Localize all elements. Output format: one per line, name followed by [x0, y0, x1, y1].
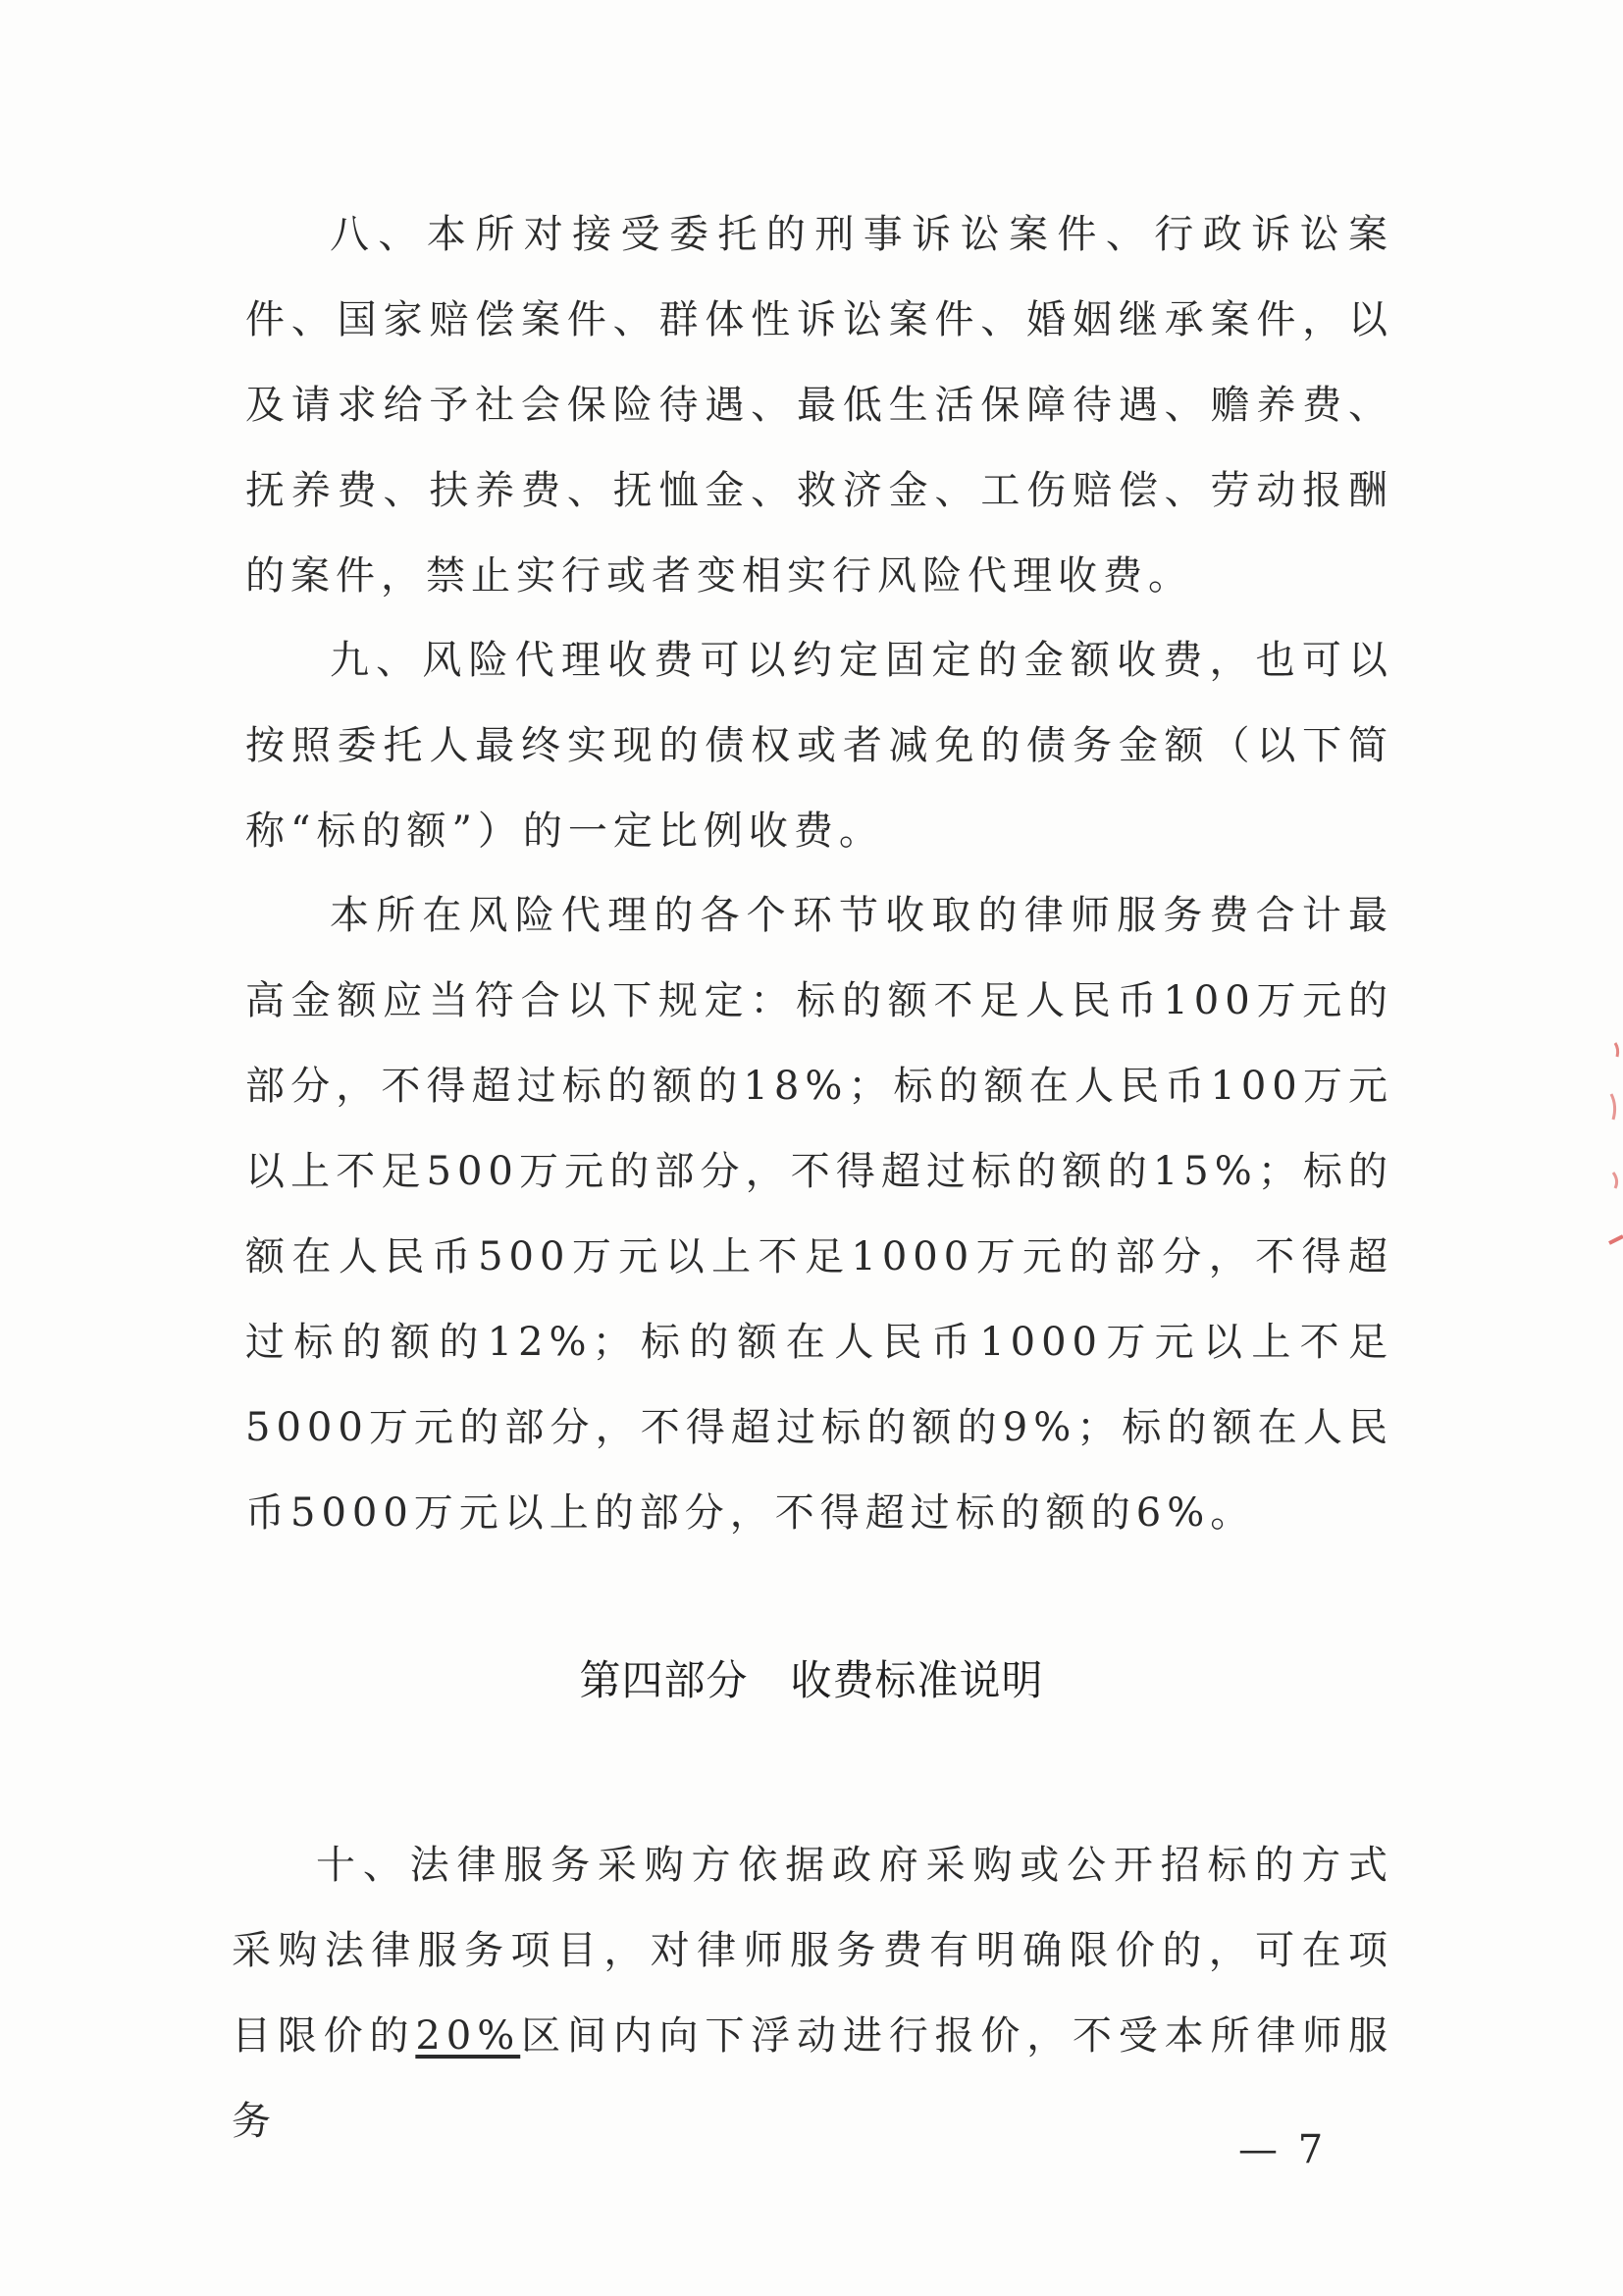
paragraph-8: 八、本所对接受委托的刑事诉讼案件、行政诉讼案件、国家赔偿案件、群体性诉讼案件、婚姻继承案件，以及请求给予社会保险待遇、最低生活保障待遇、赡养费、抚养费、扶养费、抚恤金、救济金、工伤赔偿、劳动报酬的案件，禁止实行或者变相实行风险代理收费。 [245, 212, 1393, 599]
clause-9 [245, 618, 1393, 874]
page-number: — 7 [1238, 2127, 1328, 2172]
paragraph-10 [232, 1823, 1393, 2165]
seal-edge-icon [1594, 1035, 1623, 1330]
paragraph-9: 九、风险代理收费可以约定固定的金额收费，也可以按照委托人最终实现的债权或者减免的债务金额（以下简称“标的额”）的一定比例收费。 [245, 638, 1393, 854]
paragraph-10-before: 十、法律服务采购方依据政府采购或公开招标的方式采购法律服务项目，对律师服务费有明确限价的，可在项目限价的 [232, 1843, 1393, 2059]
paragraph-10-underlined: 20% [415, 2013, 521, 2059]
clause-10 [232, 1823, 1393, 2165]
paragraph-9-cont: 本所在风险代理的各个环节收取的律师服务费合计最高金额应当符合以下规定：标的额不足人民币100万元的部分，不得超过标的额的18%；标的额在人民币100万元以上不足500万元的部分，不得超过标的额的15%；标的额在人民币500万元以上不足1000万元的部分，不得超过标的额的12%；标的额在人民币1000万元以上不足5000万元的部分，不得超过标的额的9%；标的额在人民币5000万元以上的部分，不得超过标的额的6%。 [245, 893, 1393, 1536]
section-heading: 第四部分 收费标准说明 [579, 1656, 1044, 1704]
clause-9-continued [245, 873, 1393, 1556]
paragraph-10-after: 区间内向下浮动进行报价，不受本所律师服务 [232, 2013, 1394, 2144]
clause-8 [245, 192, 1393, 619]
